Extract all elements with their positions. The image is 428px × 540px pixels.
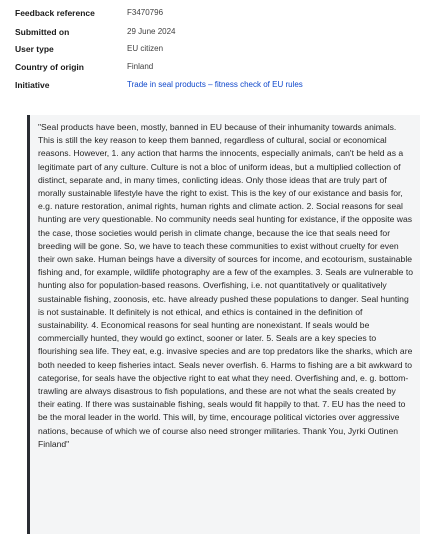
user-type-label: User type — [15, 44, 54, 54]
feedback-quote — [27, 115, 420, 534]
submitted-on-value: 29 June 2024 — [127, 27, 176, 36]
initiative-row — [0, 80, 428, 98]
country-row — [0, 62, 428, 80]
initiative-label: Initiative — [15, 80, 50, 90]
country-label: Country of origin — [15, 62, 84, 72]
submitted-on-row — [0, 27, 428, 45]
feedback-reference-row — [0, 8, 428, 26]
country-value: Finland — [127, 62, 154, 71]
feedback-text: "Seal products have been, mostly, banned in EU because of their inhumanity towards animals. This is still the key reason to keep them banned, regardless of cultural, social or economical reasons. However, 1. any action that harms the innocents, especially animals, can't be held as a legitimate part of any culture. Culture is not a bloc of uniform ideas, but a multiplied collection of distinct, separate and, in many times, conlicting ideas. Only those ideas that are truly part of morally sustainable lifestyle have the right to exist. This is the key of our existance and basis for, e.g. nature restoration, animal rights, human rights and climate action. 2. Social reasons for seal hunting are very questionable. No community needs seal hunting for existance, if the opposite was the case, those societies would perish in climate change, because the ice that seals need for breeding will be gone. So, we have to teach these communities to exist without cruelty for even their own sake. Human beings have a diversity of sources for income, and ecotourism, sustainable fishing and, for example, wildlife photography are a few of the examples. 3. Seals are vulnerable to hunting also for population-based reasons. Overfishing, i.e. not quantitatively or qualitatively sustainable fishing, zoonosis, etc. have already pushed these populations to danger. Seal hunting is not sustainable. It definitely is not ethical, and ethics is contained in the definition of sustainability. 4. Economical reasons for seal hunting are nonexistant. If seals would be commercially hunted, they would go extinct, sooner or later. 5. Seals are a key species to flourishing sea life. They eat, e.g. invasive species and are top predators like the sharks, which are both needed to keep fisheries intact. Seals never overfish. 6. Harms to fishing are a bit awkward to categorise, for seals have the objective right to eat what they need. Overfishing and, e. g. bottom-trawling are always disastrous to fish populations, and these are not what the seals created by their eating. If there was sustainable fishing, seals would fit happily to that. 7. EU has the need to be the moral leader in the world. This will, by time, encourage political victories over aggressive nations, because of which we of course also need stronger militaries. Thank You, Jyrki Outinen Finland" — [38, 122, 413, 449]
feedback-reference-value: F3470796 — [127, 8, 164, 17]
submitted-on-label: Submitted on — [15, 27, 70, 37]
feedback-reference-label: Feedback reference — [15, 8, 95, 18]
user-type-value: EU citizen — [127, 44, 164, 53]
user-type-row — [0, 44, 428, 62]
initiative-link[interactable]: Trade in seal products – fitness check of EU rules — [127, 80, 303, 89]
